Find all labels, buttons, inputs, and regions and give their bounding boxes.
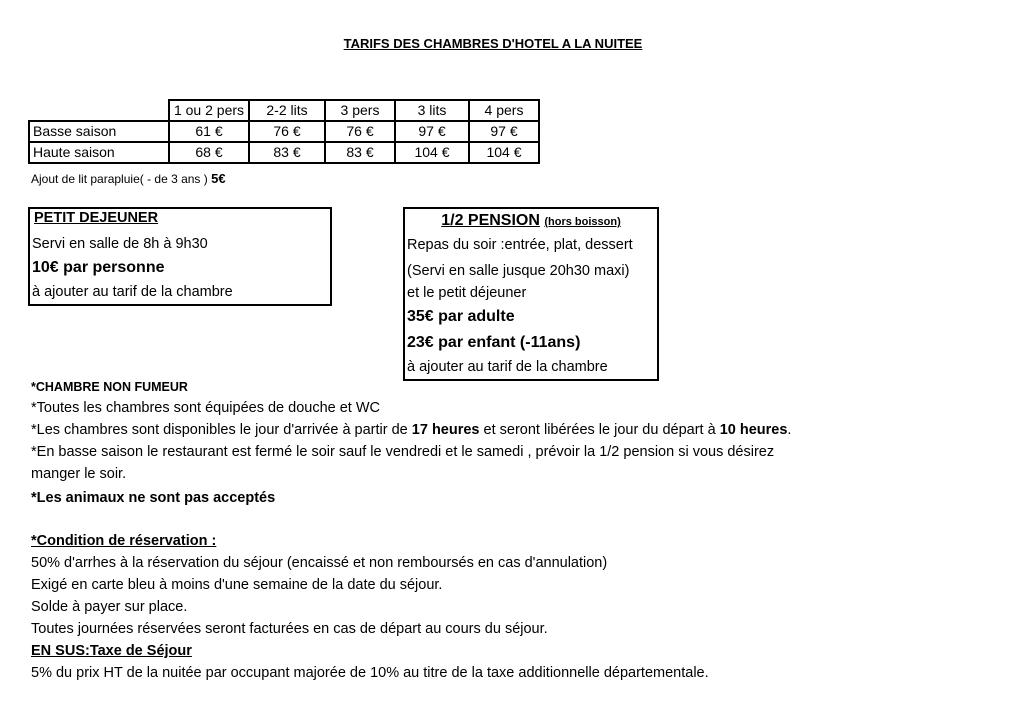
table-cell: 104 €	[395, 142, 469, 163]
page-title: TARIFS DES CHAMBRES D'HOTEL A LA NUITEE	[343, 36, 643, 51]
availability-note	[31, 422, 791, 438]
table-cell: 76 €	[325, 121, 395, 142]
availability-text: *Les chambres sont disponibles le jour d'arrivée à partir de	[31, 422, 412, 438]
half-board-meal: Repas du soir :entrée, plat, dessert	[407, 237, 633, 253]
tax-text: 5% du prix HT de la nuitée par occupant majorée de 10% au titre de la taxe additionnelle départementale.	[31, 665, 709, 681]
table-cell: 97 €	[395, 121, 469, 142]
extra-bed-note	[31, 171, 226, 186]
table-cell: 83 €	[249, 142, 325, 163]
restaurant-note: *En basse saison le restaurant est fermé le soir sauf le vendredi et le samedi , prévoir la 1/2 pension si vous désirez	[31, 444, 775, 460]
table-cell: 104 €	[469, 142, 539, 163]
reservation-line: Solde à payer sur place.	[31, 599, 188, 615]
table-header-row	[29, 100, 539, 121]
table-cell: 76 €	[249, 121, 325, 142]
non-smoking-note: *CHAMBRE NON FUMEUR	[31, 380, 188, 394]
reservation-line: Exigé en carte bleu à moins d'une semaine de la date du séjour.	[31, 577, 443, 593]
tax-title: EN SUS:Taxe de Séjour	[31, 643, 192, 659]
header-cell: 3 lits	[395, 100, 469, 121]
half-board-service: (Servi en salle jusque 20h30 maxi)	[407, 263, 630, 279]
rates-table	[28, 99, 540, 164]
availability-period: .	[787, 422, 792, 438]
half-board-box	[403, 207, 659, 381]
arrival-time: 17 heures	[411, 422, 480, 438]
reservation-line: Toutes journées réservées seront facturées en cas de départ au cours du séjour.	[31, 621, 548, 637]
half-board-title-text: 1/2 PENSION	[441, 212, 540, 229]
half-board-title	[405, 212, 657, 230]
reservation-line: 50% d'arrhes à la réservation du séjour (encaissé et non remboursés en cas d'annulation)	[31, 555, 608, 571]
breakfast-hours: Servi en salle de 8h à 9h30	[32, 236, 208, 252]
breakfast-note: à ajouter au tarif de la chambre	[32, 284, 233, 300]
table-cell: 97 €	[469, 121, 539, 142]
restaurant-note-2: manger le soir.	[31, 466, 127, 482]
half-board-adult-price: 35€ par adulte	[407, 308, 515, 325]
breakfast-price: 10€ par personne	[32, 259, 165, 276]
header-cell: 4 pers	[469, 100, 539, 121]
half-board-child-price: 23€ par enfant (-11ans)	[407, 334, 581, 351]
table-cell: 83 €	[325, 142, 395, 163]
header-empty-cell	[29, 100, 169, 121]
reservation-title: *Condition de réservation :	[31, 533, 217, 549]
half-board-title-note: (hors boisson)	[544, 216, 621, 228]
header-cell: 2-2 lits	[249, 100, 325, 121]
shower-note: *Toutes les chambres sont équipées de douche et WC	[31, 400, 381, 416]
breakfast-box	[28, 207, 332, 306]
extra-bed-text: Ajout de lit parapluie( - de 3 ans )	[31, 172, 208, 186]
extra-bed-price: 5€	[211, 171, 226, 186]
availability-text-2: et seront libérées le jour du départ à	[479, 422, 720, 438]
departure-time: 10 heures	[719, 422, 788, 438]
animals-note: *Les animaux ne sont pas acceptés	[31, 490, 276, 506]
breakfast-title: PETIT DEJEUNER	[34, 210, 159, 226]
half-board-note: à ajouter au tarif de la chambre	[407, 359, 608, 375]
half-board-breakfast: et le petit déjeuner	[407, 285, 527, 301]
header-cell: 1 ou 2 pers	[169, 100, 249, 121]
table-cell: 68 €	[169, 142, 249, 163]
row-label: Basse saison	[29, 121, 169, 142]
table-cell: 61 €	[169, 121, 249, 142]
row-label: Haute saison	[29, 142, 169, 163]
table-row	[29, 121, 539, 142]
header-cell: 3 pers	[325, 100, 395, 121]
table-row	[29, 142, 539, 163]
